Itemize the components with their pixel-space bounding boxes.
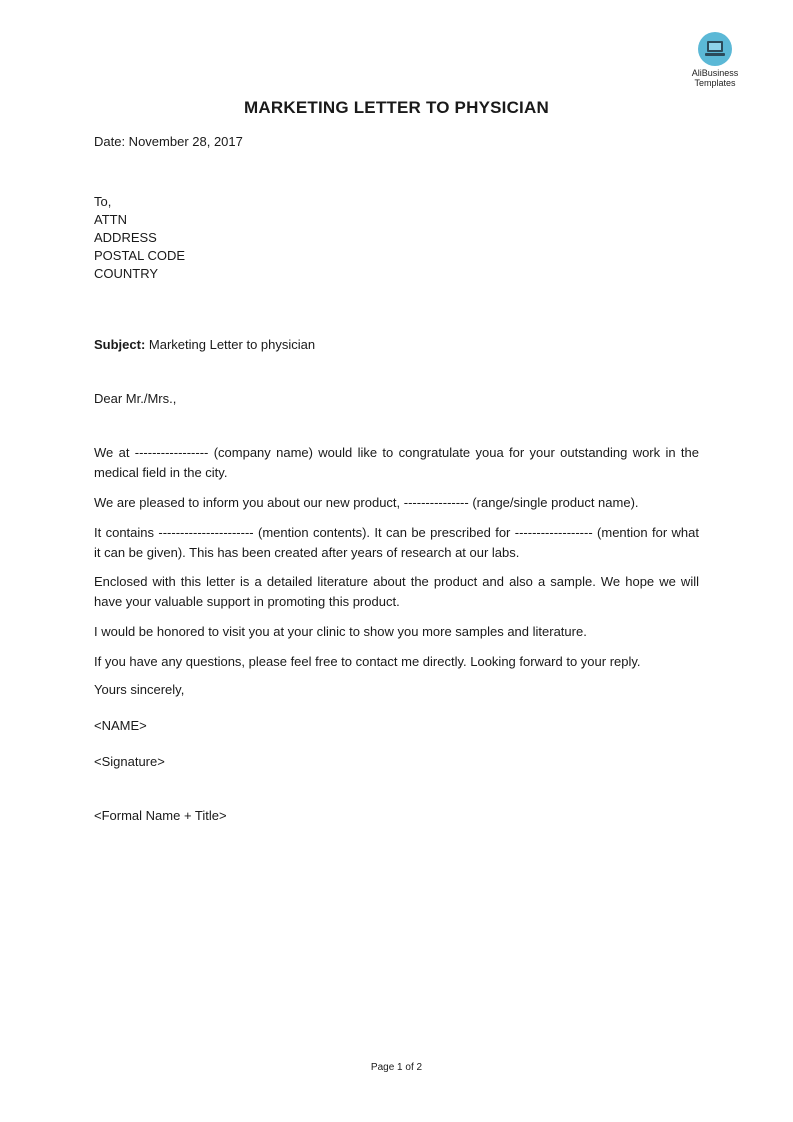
recipient-to: To, xyxy=(94,194,112,209)
brand-logo xyxy=(688,32,742,88)
page-number: Page 1 of 2 xyxy=(370,1062,423,1073)
logo-text-line1: AliBusiness xyxy=(691,68,739,78)
body-paragraph-1: We at ----------------- (company name) would like to congratulate youa for your outstanding work in the medical field in the city. xyxy=(94,445,699,480)
recipient-address: ADDRESS xyxy=(94,230,157,245)
body-paragraph-5: I would be honored to visit you at your clinic to show you more samples and literature. xyxy=(94,624,587,639)
laptop-icon xyxy=(698,32,732,66)
logo-text-line2: Templates xyxy=(694,78,736,88)
body-paragraph-4: Enclosed with this letter is a detailed literature about the product and also a sample. We hope we will have your valuable support in promoting this product. xyxy=(94,574,699,609)
sender-signature: <Signature> xyxy=(94,754,165,769)
subject-line xyxy=(94,337,315,352)
recipient-attn: ATTN xyxy=(94,212,127,227)
salutation: Dear Mr./Mrs., xyxy=(94,391,177,406)
sender-formal-name: <Formal Name + Title> xyxy=(94,808,227,823)
body-paragraph-2: We are pleased to inform you about our new product, --------------- (range/single product name). xyxy=(94,495,639,510)
body-paragraph-3: It contains ---------------------- (mention contents). It can be prescribed for ------------------ (mention for what it can be given). This has been created after years of research at our labs. xyxy=(94,525,699,560)
body-paragraph-6: If you have any questions, please feel free to contact me directly. Looking forward to your reply. xyxy=(94,654,641,669)
sender-name: <NAME> xyxy=(94,718,147,733)
letter-date: Date: November 28, 2017 xyxy=(94,134,243,149)
subject-text: Marketing Letter to physician xyxy=(145,337,316,352)
recipient-country: COUNTRY xyxy=(94,266,159,281)
closing: Yours sincerely, xyxy=(94,682,185,697)
recipient-postal-code: POSTAL CODE xyxy=(94,248,186,263)
document-title: MARKETING LETTER TO PHYSICIAN xyxy=(244,98,549,117)
subject-label: Subject: xyxy=(94,337,146,352)
